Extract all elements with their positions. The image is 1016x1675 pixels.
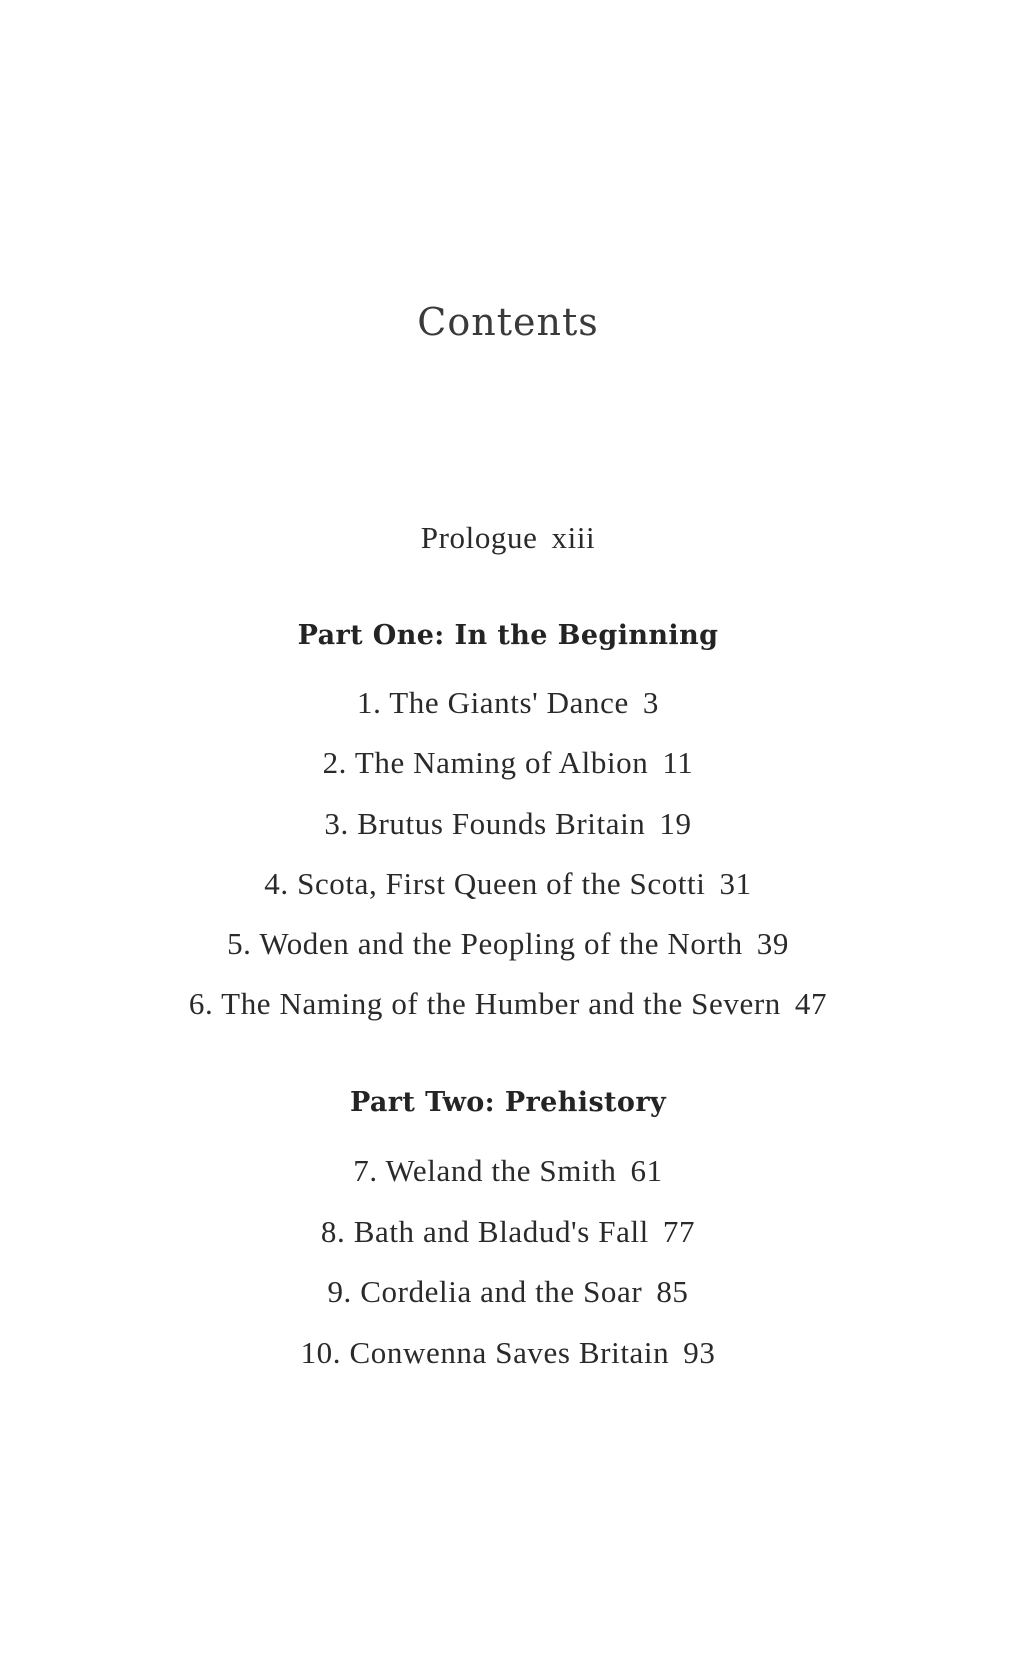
- toc-entry: [0, 1214, 1016, 1250]
- entry-page-number: 61: [630, 1153, 663, 1188]
- entry-page-number: xiii: [551, 520, 596, 555]
- entry-title: The Naming of Albion: [354, 745, 649, 780]
- toc-entry: [0, 1153, 1016, 1189]
- entry-number: 8.: [320, 1214, 346, 1249]
- entry-page-number: 77: [662, 1214, 696, 1249]
- entry-title: Prologue: [420, 520, 538, 555]
- entry-title: Woden and the Peopling of the North: [259, 926, 743, 961]
- part-heading: Part Two: Prehistory: [349, 1087, 667, 1118]
- entry-page-number: 47: [794, 986, 828, 1021]
- entry-number: 1.: [357, 685, 382, 720]
- entry-page-number: 31: [719, 866, 752, 901]
- entry-number: 5.: [227, 926, 252, 961]
- entry-number: 6.: [188, 986, 214, 1021]
- entry-number: 9.: [327, 1274, 352, 1309]
- entry-page-number: 11: [662, 745, 694, 780]
- entry-number: 4.: [264, 866, 289, 901]
- toc-entry: [0, 866, 1016, 902]
- entry-title: The Naming of the Humber and the Severn: [221, 986, 781, 1021]
- entry-title: The Giants' Dance: [389, 685, 629, 720]
- entry-title: Bath and Bladud's Fall: [353, 1214, 649, 1249]
- entry-page-number: 39: [756, 926, 789, 961]
- toc-entry: [0, 926, 1016, 962]
- entry-title: Brutus Founds Britain: [357, 806, 646, 841]
- entry-page-number: 93: [683, 1335, 716, 1370]
- entry-page-number: 85: [656, 1274, 689, 1309]
- entry-number: 7.: [353, 1153, 378, 1188]
- toc-entry-prologue: [0, 520, 1016, 556]
- toc-entry: [0, 1274, 1016, 1310]
- part-heading: Part One: In the Beginning: [297, 620, 719, 651]
- toc-entry: [0, 1335, 1016, 1371]
- toc-entry: [0, 685, 1016, 721]
- entry-title: Scota, First Queen of the Scotti: [297, 866, 706, 901]
- entry-title: Conwenna Saves Britain: [349, 1335, 670, 1370]
- entry-number: 10.: [300, 1335, 342, 1370]
- toc-entry: [0, 745, 1016, 781]
- page-title: Contents: [417, 300, 599, 344]
- toc-entry: [0, 986, 1016, 1022]
- entry-number: 2.: [322, 745, 348, 780]
- entry-title: Cordelia and the Soar: [360, 1274, 643, 1309]
- toc-entry: [0, 806, 1016, 842]
- entry-page-number: 3: [642, 685, 659, 720]
- entry-title: Weland the Smith: [385, 1153, 617, 1188]
- entry-number: 3.: [324, 806, 349, 841]
- entry-page-number: 19: [659, 806, 692, 841]
